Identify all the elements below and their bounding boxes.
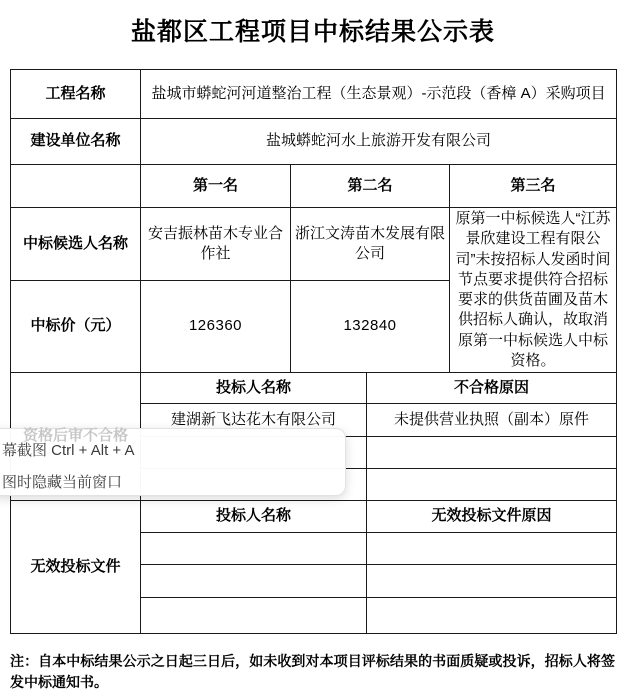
unqualified-reason-header: 不合格原因 bbox=[367, 373, 617, 404]
invalid-reason-3 bbox=[367, 598, 617, 634]
invalid-bidder-2 bbox=[141, 565, 367, 598]
invalid-bidder-1 bbox=[141, 533, 367, 565]
project-name-label: 工程名称 bbox=[11, 70, 141, 119]
unqualified-reason-2 bbox=[367, 437, 617, 469]
empty-corner-cell bbox=[11, 165, 141, 208]
invalid-section-label: 无效投标文件 bbox=[11, 501, 141, 634]
owner-value: 盐城蟒蛇河水上旅游开发有限公司 bbox=[141, 119, 617, 165]
price-first: 126360 bbox=[141, 281, 291, 373]
invalid-bidder-header: 投标人名称 bbox=[141, 501, 367, 533]
invalid-bidder-3 bbox=[141, 598, 367, 634]
candidate-second: 浙江文涛苗木发展有限公司 bbox=[291, 208, 450, 281]
bid-result-table bbox=[10, 69, 617, 634]
unqualified-bidder-header: 投标人名称 bbox=[141, 373, 367, 404]
price-label: 中标价（元） bbox=[11, 281, 141, 373]
tooltip-shortcut-text: 幕截图 Ctrl + Alt + A bbox=[2, 442, 135, 459]
invalid-reason-1 bbox=[367, 533, 617, 565]
footer-note: 注：自本中标结果公示之日起三日后，如未收到对本项目评标结果的书面质疑或投诉，招标人将签发中标通知书。 bbox=[10, 653, 615, 690]
unqualified-reason-1: 未提供营业执照（副本）原件 bbox=[367, 404, 617, 437]
rank-header-first: 第一名 bbox=[141, 165, 291, 208]
project-name-value: 盐城市蟒蛇河河道整治工程（生态景观）-示范段（香樟 A）采购项目 bbox=[141, 70, 617, 119]
unqualified-reason-3 bbox=[367, 469, 617, 501]
rank-header-third: 第三名 bbox=[450, 165, 617, 208]
page-title: 盐都区工程项目中标结果公示表 bbox=[130, 18, 495, 46]
candidates-label: 中标候选人名称 bbox=[11, 208, 141, 281]
third-place-disqualification-note: 原第一中标候选人“江苏景欣建设工程有限公司”未按招标人发函时间节点要求提供符合招标要求的供货苗圃及苗木供招标人确认，故取消原第一中标候选人中标资格。 bbox=[450, 208, 617, 373]
candidate-first: 安吉振林苗木专业合作社 bbox=[141, 208, 291, 281]
unqualified-section-label: 资格后审不合格 bbox=[22, 427, 128, 445]
unqualified-bidder-1: 建湖新飞达花木有限公司 bbox=[141, 404, 367, 437]
owner-label: 建设单位名称 bbox=[11, 119, 141, 165]
rank-header-second: 第二名 bbox=[291, 165, 450, 208]
invalid-reason-2 bbox=[367, 565, 617, 598]
tooltip-hide-window-text: 图时隐藏当前窗口 bbox=[2, 474, 123, 491]
invalid-reason-header: 无效投标文件原因 bbox=[367, 501, 617, 533]
price-second: 132840 bbox=[291, 281, 450, 373]
